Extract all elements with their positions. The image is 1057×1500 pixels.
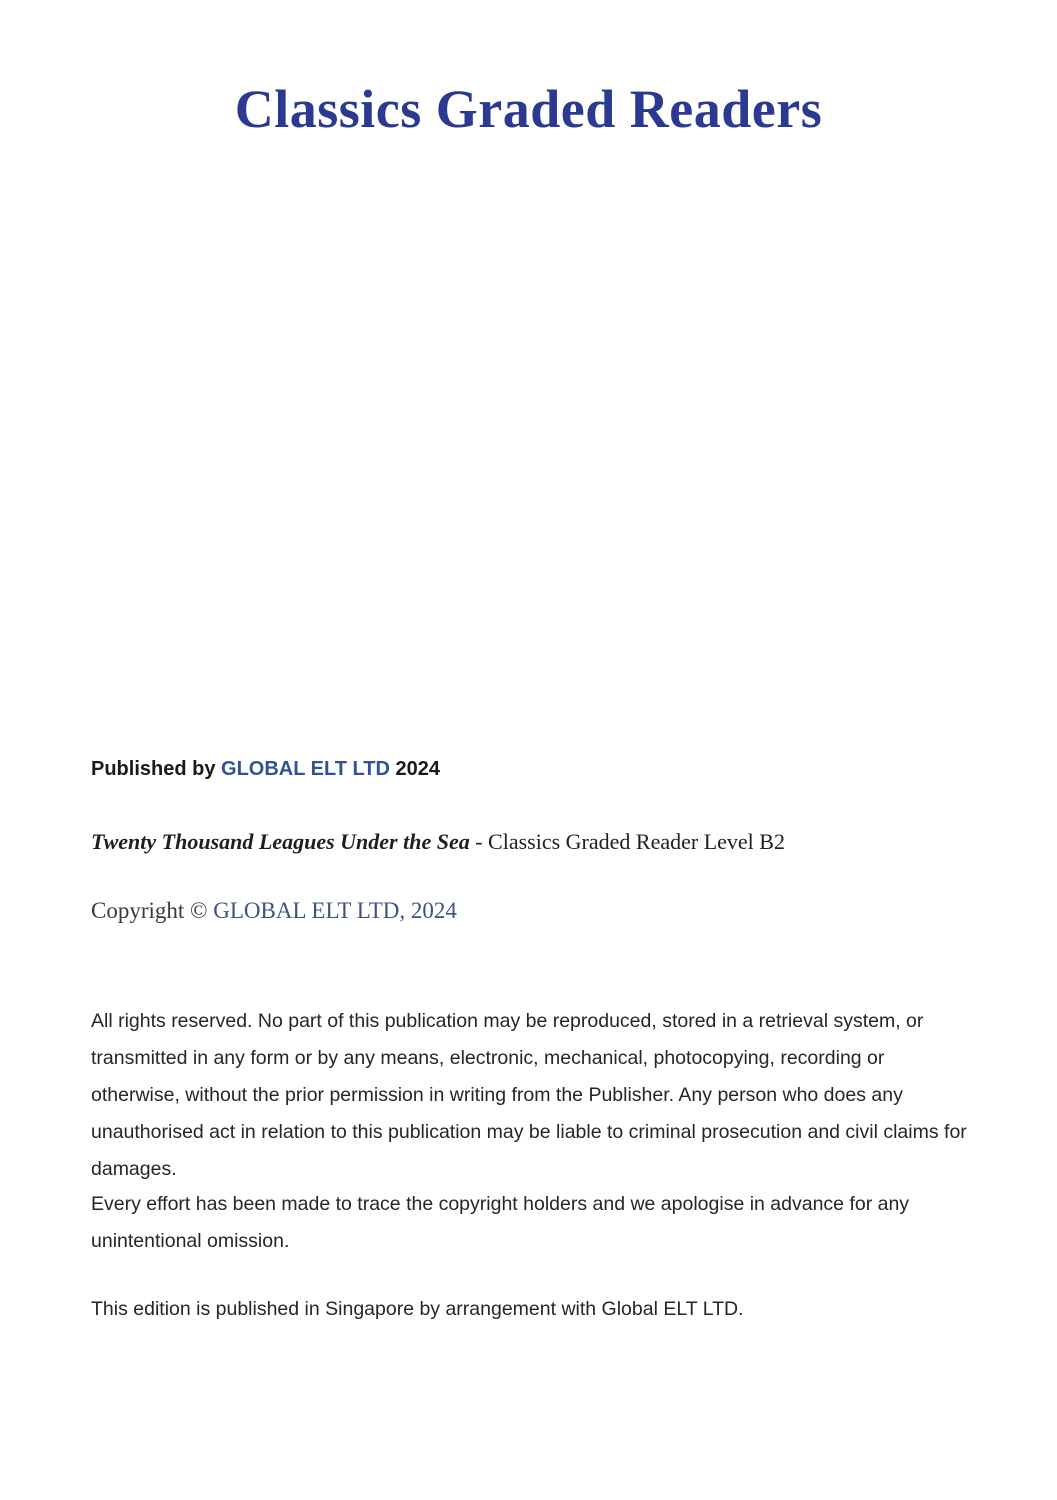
edition-paragraph: This edition is published in Singapore by arrangement with Global ELT LTD. [91, 1298, 744, 1320]
rights-paragraph: All rights reserved. No part of this publication may be reproduced, stored in a retrieval system, or transmitted in any form or by any means, electronic, mechanical, photocopying, recording or otherwise, without the prior permission in writing from the Publisher. Any person who does any unauthorised act in relation to this publication may be liable to criminal prosecution and civil claims for damages. [91, 1010, 967, 1180]
copyright-line [91, 898, 457, 924]
effort-paragraph: Every effort has been made to trace the copyright holders and we apologise in advance for any unintentional omission. [91, 1193, 910, 1252]
published-line [91, 758, 440, 781]
copyright-prefix: Copyright © [91, 898, 214, 923]
book-title: Twenty Thousand Leagues Under the Sea [91, 829, 470, 854]
book-subtitle: - Classics Graded Reader Level B2 [469, 829, 785, 854]
published-prefix: Published by [91, 758, 222, 780]
copyright-holder: GLOBAL ELT LTD, 2024 [213, 898, 457, 923]
page-title: Classics Graded Readers [234, 79, 823, 139]
publisher-name: GLOBAL ELT LTD [221, 758, 390, 780]
book-line [91, 829, 785, 855]
published-year: 2024 [389, 758, 440, 780]
